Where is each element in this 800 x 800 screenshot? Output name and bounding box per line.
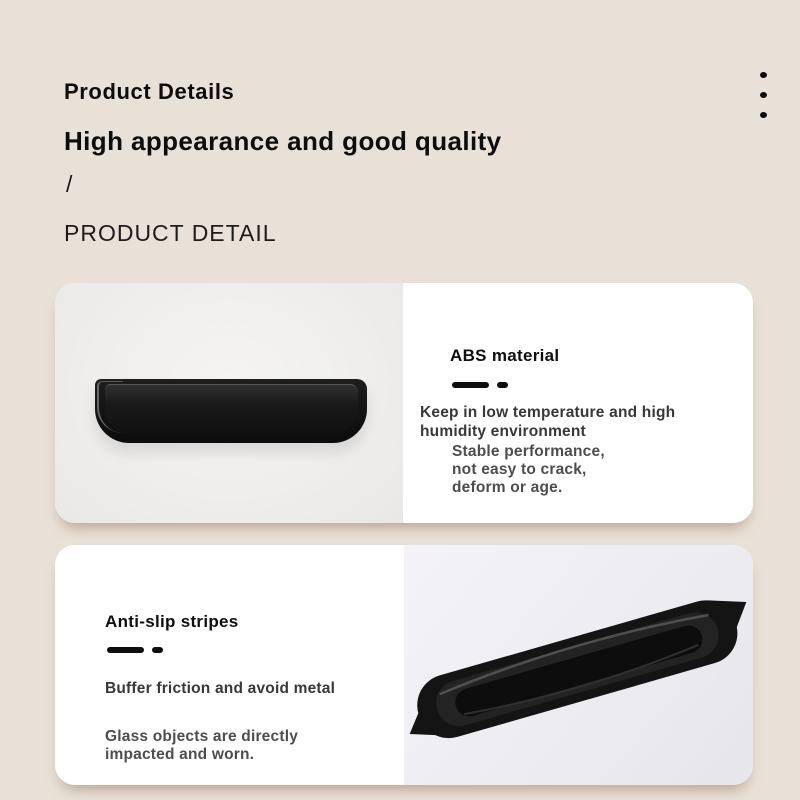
dash-long xyxy=(107,647,144,653)
black-tray-image xyxy=(404,593,753,743)
black-shelf-image xyxy=(95,379,367,443)
kebab-dot xyxy=(760,92,767,98)
dash-short xyxy=(497,382,508,388)
card-abs-secondary-text xyxy=(452,443,605,497)
shelf-rim-highlight xyxy=(97,381,123,433)
kebab-dot xyxy=(760,112,767,118)
secondary-line: not easy to crack, xyxy=(452,461,587,478)
card-antislip-secondary-text xyxy=(105,728,298,764)
card-heading-antislip: Anti-slip stripes xyxy=(105,612,239,631)
card-heading-abs: ABS material xyxy=(450,346,560,365)
kebab-menu-icon[interactable] xyxy=(753,72,773,118)
secondary-line: Stable performance, xyxy=(452,443,605,460)
product-photo-shelf-front xyxy=(55,283,403,523)
secondary-line: Glass objects are directly xyxy=(105,728,299,745)
dash-long xyxy=(452,382,489,388)
section-label: PRODUCT DETAIL xyxy=(64,220,277,246)
card-anti-slip xyxy=(55,545,753,785)
page-title: Product Details xyxy=(64,79,235,104)
card-abs-text-panel xyxy=(403,283,753,523)
card-abs-primary-text: Keep in low temperature and high humidity environment xyxy=(420,404,676,440)
kebab-dot xyxy=(760,72,767,78)
secondary-line: deform or age. xyxy=(452,479,563,496)
dash-divider xyxy=(107,647,163,653)
card-abs-material xyxy=(55,283,753,523)
card-antislip-text-panel xyxy=(55,545,404,785)
slash-separator: / xyxy=(66,171,73,197)
product-photo-tray-angled xyxy=(404,545,753,785)
dash-divider xyxy=(452,382,508,388)
secondary-line: impacted and worn. xyxy=(105,746,255,763)
dash-short xyxy=(152,647,163,653)
shelf-inner-recess xyxy=(105,384,358,434)
page-subtitle: High appearance and good quality xyxy=(64,126,502,156)
card-antislip-primary-text: Buffer friction and avoid metal xyxy=(105,680,336,697)
